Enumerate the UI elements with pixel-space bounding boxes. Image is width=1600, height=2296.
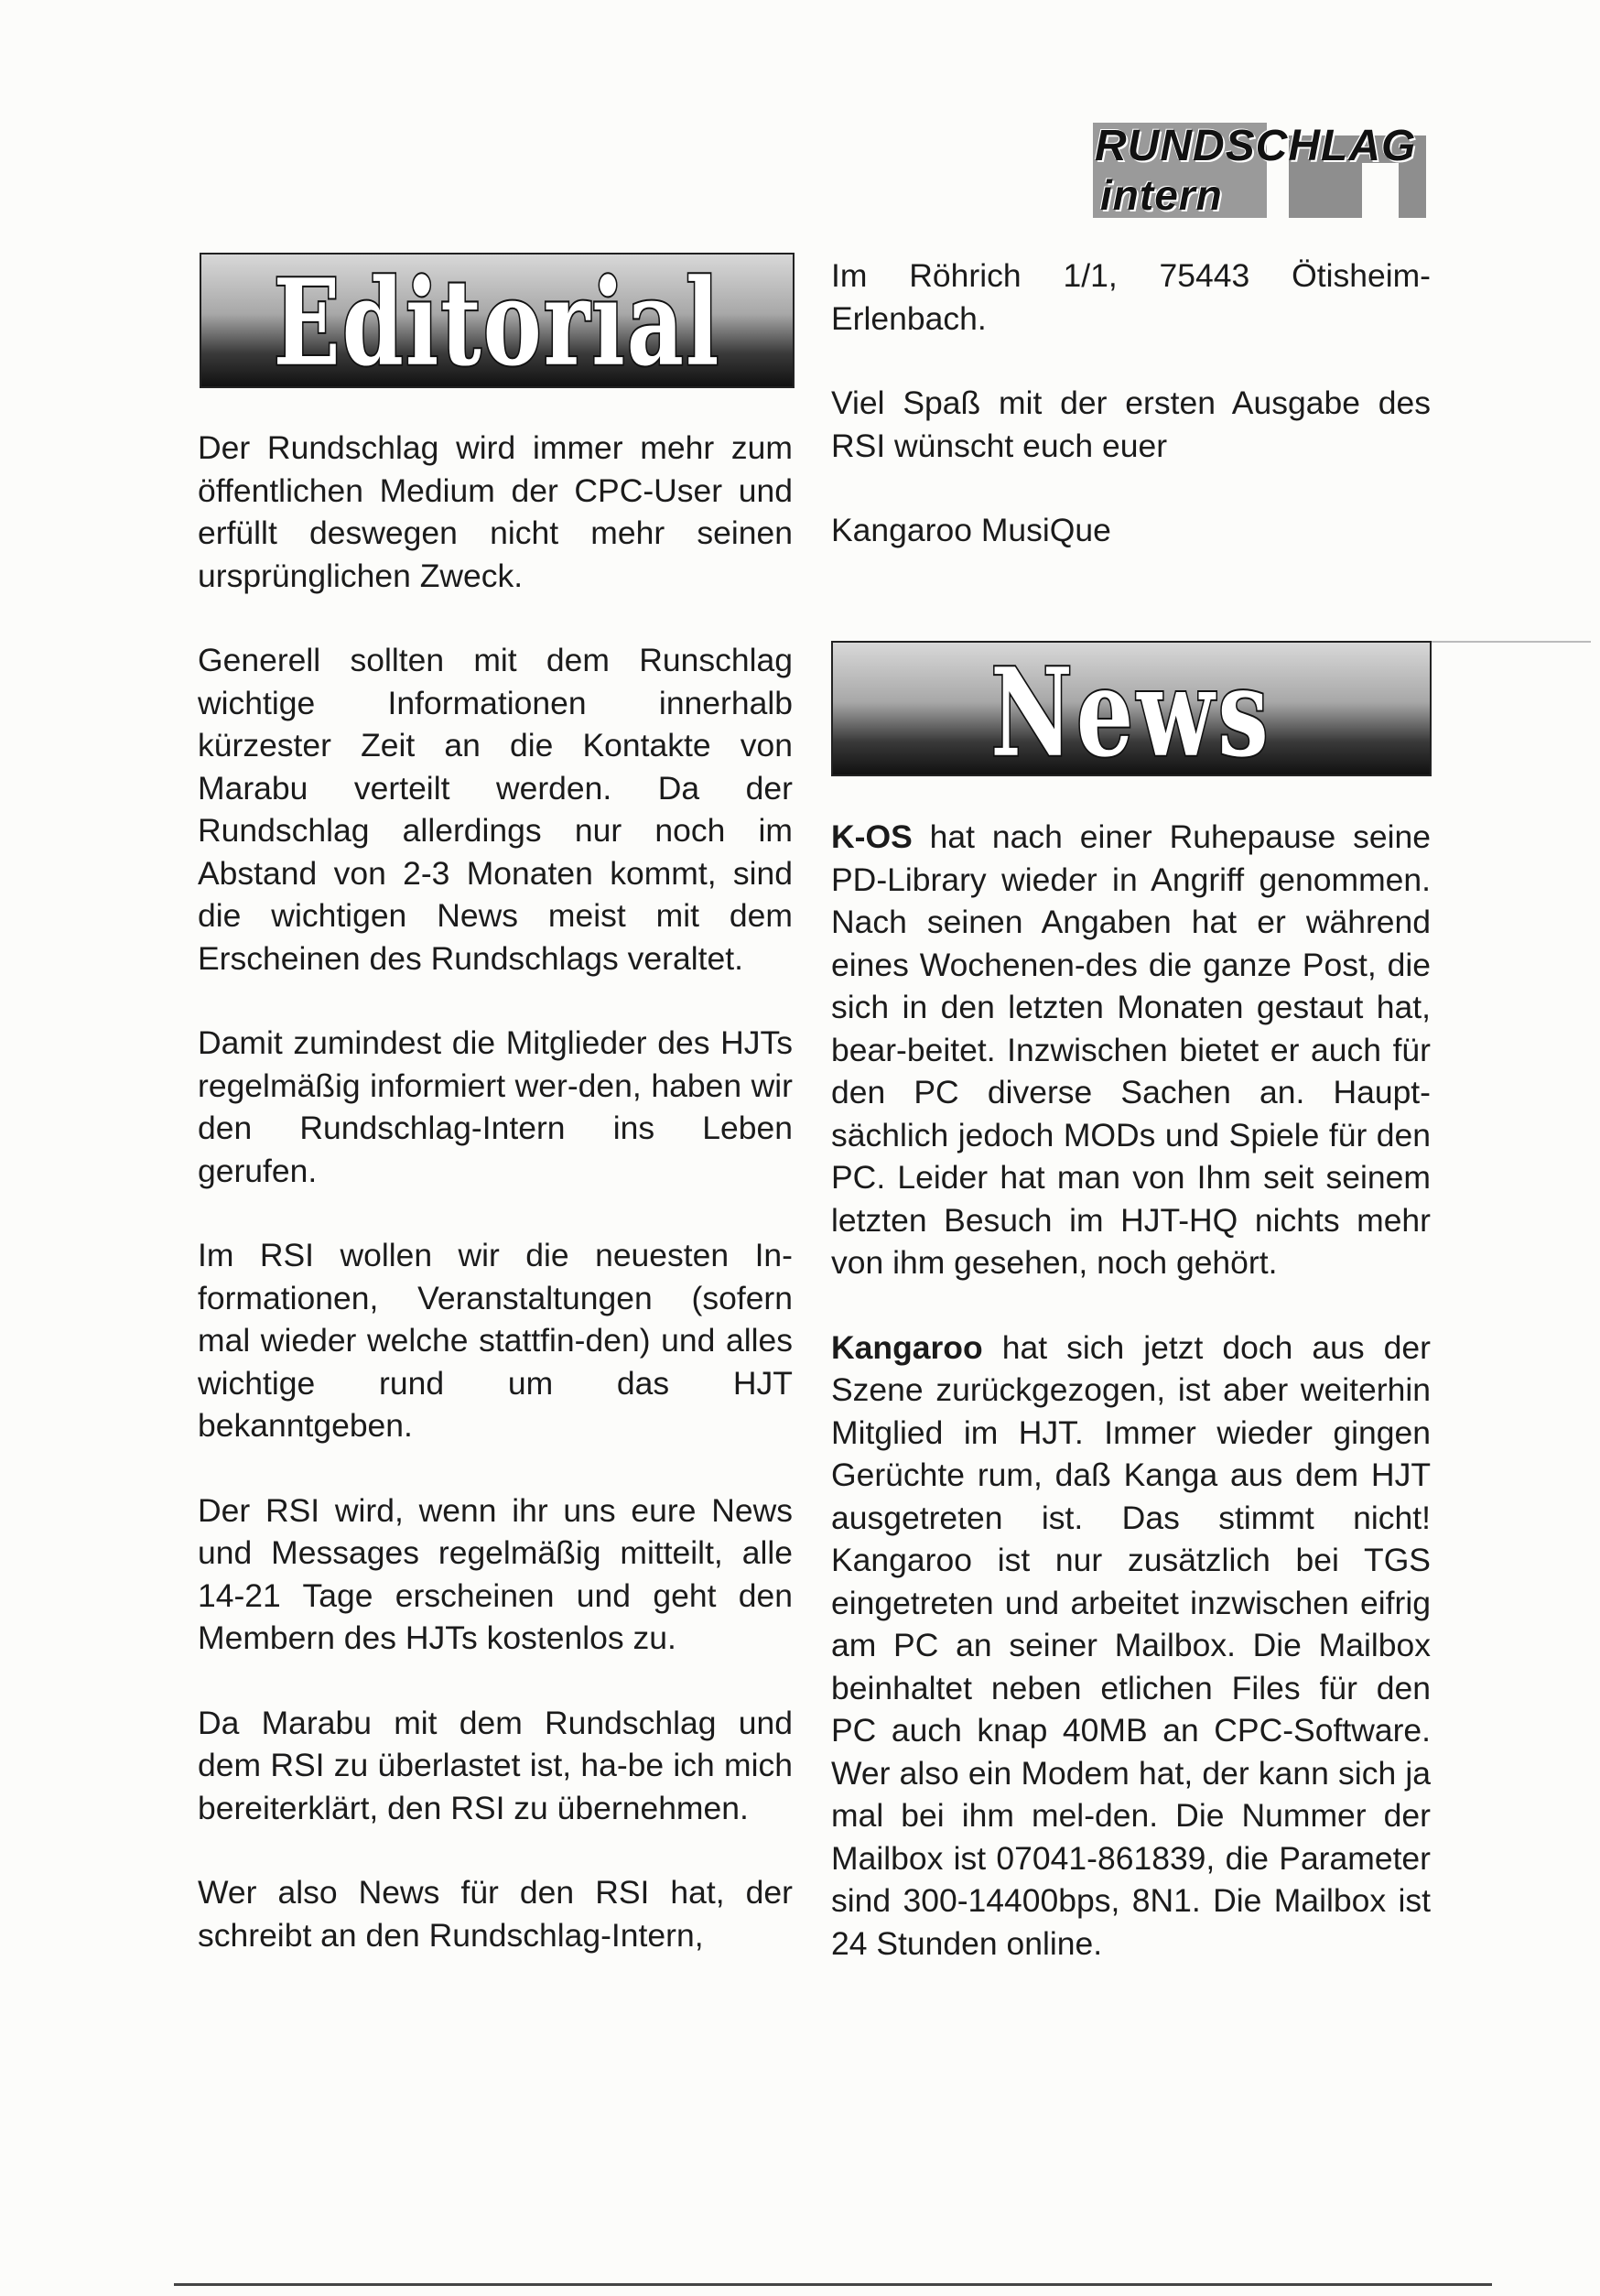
editorial-paragraph: Im RSI wollen wir die neuesten In-formationen, Veranstaltungen (sofern mal wieder welche stattfin-den) und alles wichtige rund um das HJT bekanntgeben. [198, 1237, 793, 1444]
editorial-paragraph: Wer also News für den RSI hat, der schreibt an den Rundschlag-Intern, [198, 1874, 793, 1954]
rundschlag-intern-logo [1087, 117, 1433, 225]
editorial-paragraph: Der RSI wird, wenn ihr uns eure News und Messages regelmäßig mitteilt, alle 14-21 Tage erscheinen und geht den Membern des HJTs kostenlos zu. [198, 1491, 793, 1656]
logo-block [1362, 163, 1399, 218]
editorial-paragraph: Damit zumindest die Mitglieder des HJTs regelmäßig informiert wer-den, haben wir den Rundschlag-Intern ins Leben gerufen. [198, 1024, 793, 1189]
news-item-text: hat nach einer Ruhepause seine PD-Library wieder in Angriff genommen. Nach seinen Angaben hat er während eines Wochenen-des die ganze Post, die sich in den letzten Monaten gestaut hat, bear-beitet. Inzwischen bietet er auch für den PC diverse Sachen an. Haupt-sächlich jedoch MODs und Spiele für den PC. Leider hat man von Ihm seit seinem letzten Besuch im HJT-HQ nichts mehr von ihm gesehen, noch gehört. [831, 818, 1431, 1281]
news-item [831, 1327, 1431, 1966]
logo-line-2: intern [1100, 171, 1223, 219]
logo-line-1: RUNDSCHLAG [1095, 122, 1417, 170]
editorial-paragraph: Der Rundschlag wird immer mehr zum öffentlichen Medium der CPC-User und erfüllt deswegen nicht mehr seinen ursprünglichen Zweck. [198, 429, 793, 594]
news-heading: News [990, 642, 1272, 776]
editorial-column [198, 427, 793, 1998]
editorial-paragraph: Da Marabu mit dem Rundschlag und dem RSI zu überlastet ist, ha-be ich mich bereiterklärt, den RSI zu übernehmen. [198, 1704, 793, 1826]
divider [174, 2283, 1492, 2286]
editorial-continuation [831, 255, 1431, 594]
address-paragraph: Im Röhrich 1/1, 75443 Ötisheim-Erlenbach. [831, 257, 1431, 337]
editorial-banner [200, 253, 795, 388]
news-item-name: K-OS [831, 818, 913, 855]
closing-paragraph: Viel Spaß mit der ersten Ausgabe des RSI wünscht euch euer [831, 384, 1431, 464]
editorial-heading: Editorial [273, 253, 721, 388]
news-item-text: hat sich jetzt doch aus der Szene zurückgezogen, ist aber weiterhin Mitglied im HJT. Immer wieder gingen Gerüchte rum, daß Kanga aus dem HJT ausgetreten ist. Das stimmt nicht! Kangaroo ist nur zusätzlich bei TGS eingetreten und arbeitet inzwischen eifrig am PC an seiner Mailbox. Die Mailbox beinhaltet neben etlichen Files für den PC auch knap 40MB an CPC-Software. Wer also ein Modem hat, der kann sich ja mal bei ihm mel-den. Die Nummer der Mailbox ist 07041-861839, die Parameter sind 300-14400bps, 8N1. Die Mailbox ist 24 Stunden online. [831, 1328, 1431, 1962]
news-item-name: Kangaroo [831, 1328, 983, 1366]
news-item [831, 816, 1431, 1284]
signature: Kangaroo MusiQue [831, 512, 1111, 548]
news-column [831, 816, 1431, 2007]
editorial-paragraph: Generell sollten mit dem Runschlag wichtige Informationen innerhalb kürzester Zeit an die Kontakte von Marabu verteilt werden. Da der Rundschlag allerdings nur noch im Abstand von 2-3 Monaten kommt, sind die wichtigen News meist mit dem Erscheinen des Rundschlags veraltet. [198, 642, 793, 977]
news-banner [831, 641, 1432, 776]
